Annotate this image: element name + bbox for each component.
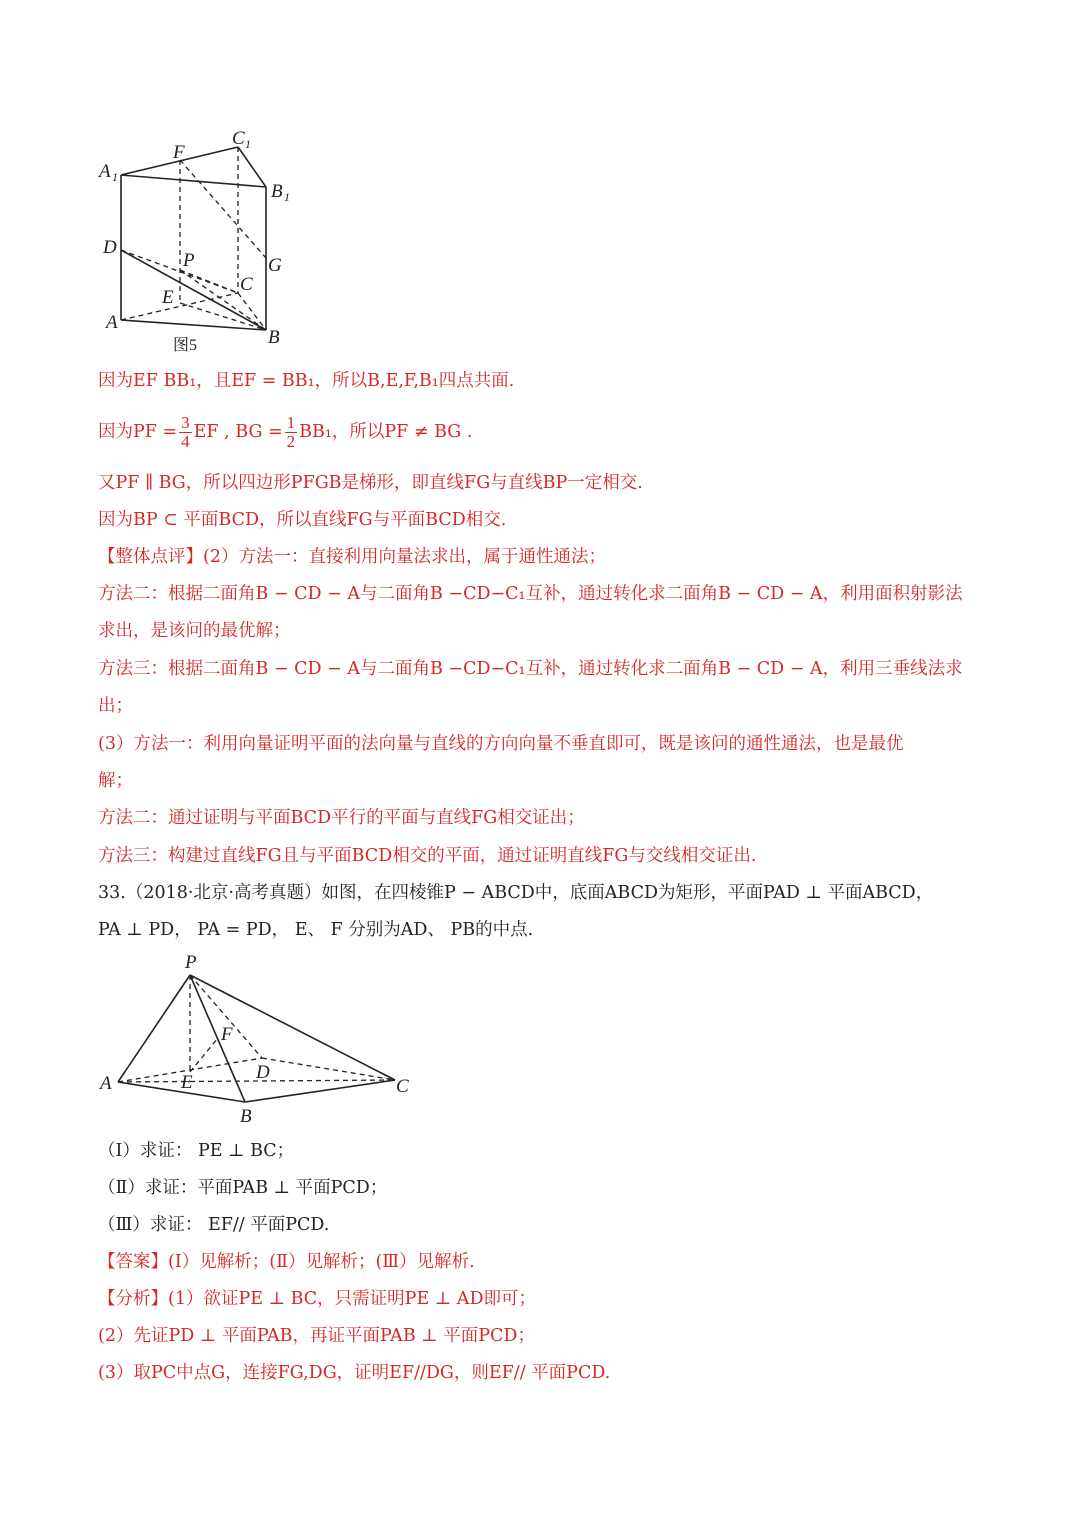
sub-question-3: （Ⅲ）求证： EF// 平面PCD. [98, 1215, 330, 1235]
part3-method-3: 方法三：构建过直线FG且与平面BCD相交的平面，通过证明直线FG与交线相交证出. [98, 846, 757, 866]
label-B1-sub: 1 [284, 190, 290, 204]
label-C1: C [232, 128, 245, 149]
label-G: G [268, 255, 282, 276]
label-C: C [240, 274, 253, 295]
proof-line-2-c: BB₁，所以PF ≠ BG . [299, 422, 473, 442]
label-C1-sub: 1 [245, 137, 251, 151]
label-A1: A [99, 161, 111, 182]
analysis-line-3: (3）取PC中点G，连接FG,DG，证明EF//DG，则EF// 平面PCD. [98, 1363, 611, 1383]
label-F: F [221, 1024, 233, 1045]
label-C: C [396, 1076, 409, 1097]
proof-line-4: 因为BP ⊂ 平面BCD，所以直线FG与平面BCD相交. [98, 510, 507, 530]
proof-line-2-a: 因为PF = [98, 422, 178, 442]
analysis-line-1: 【分析】(1）欲证PE ⊥ BC，只需证明PE ⊥ AD即可； [98, 1289, 536, 1309]
figure-5-caption: 图5 [173, 337, 198, 354]
sub-question-2: （Ⅱ）求证：平面PAB ⊥ 平面PCD； [98, 1178, 388, 1198]
overall-comment-heading: 【整体点评】(2）方法一：直接利用向量法求出，属于通性通法； [98, 547, 606, 567]
label-D: D [103, 237, 117, 258]
label-P: P [185, 952, 197, 973]
sub-question-1: （Ⅰ）求证： PE ⊥ BC； [98, 1141, 295, 1161]
method-2-line-2: 求出，是该问的最优解； [98, 621, 291, 641]
method-3-line-2: 出； [98, 696, 133, 716]
part3-method-1-line-1: (3）方法一：利用向量证明平面的法向量与直线的方向向量不垂直即可，既是该问的通性通法，也是最优 [98, 734, 904, 754]
question-33-line-2: PA ⊥ PD， PA = PD， E、 F 分别为AD、 PB的中点. [98, 920, 534, 940]
proof-line-1: 因为EF BB₁，且EF = BB₁，所以B,E,F,B₁四点共面. [98, 371, 515, 391]
label-B: B [268, 327, 280, 348]
label-A: A [106, 312, 118, 333]
label-A: A [100, 1073, 112, 1094]
label-B1: B [271, 181, 283, 202]
proof-line-2 [98, 408, 998, 458]
label-P: P [183, 250, 195, 271]
part3-method-1-line-2: 解； [98, 771, 133, 791]
method-3-line-1: 方法三：根据二面角B − CD − A与二面角B −CD−C₁互补，通过转化求二面角B − CD − A，利用三垂线法求 [98, 659, 963, 679]
label-B: B [240, 1106, 252, 1127]
label-D: D [256, 1062, 270, 1083]
label-E: E [181, 1072, 193, 1093]
figure-5-prism [95, 125, 305, 360]
proof-line-2-b: EF , BG = [193, 422, 283, 442]
figure-33-pyramid [95, 950, 420, 1130]
answer-line: 【答案】(Ⅰ）见解析；(Ⅱ）见解析；(Ⅲ）见解析. [98, 1252, 475, 1272]
label-E: E [162, 287, 174, 308]
fraction-3-4 [179, 414, 192, 451]
label-A1-sub: 1 [112, 170, 118, 184]
label-F-top: F [173, 142, 185, 163]
fraction-denominator: 4 [181, 432, 190, 451]
question-33-line-1: 33.（2018·北京·高考真题）如图，在四棱锥P − ABCD中，底面ABCD为矩形，平面PAD ⊥ 平面ABCD， [98, 883, 934, 903]
fraction-denominator: 2 [286, 432, 296, 451]
analysis-line-2: (2）先证PD ⊥ 平面PAB，再证平面PAB ⊥ 平面PCD； [98, 1326, 535, 1346]
method-2-line-1: 方法二：根据二面角B − CD − A与二面角B −CD−C₁互补，通过转化求二面角B − CD − A，利用面积射影法 [98, 584, 963, 604]
fraction-numerator: 1 [286, 413, 296, 432]
proof-line-3: 又PF ∥ BG，所以四边形PFGB是梯形，即直线FG与直线BP一定相交. [98, 473, 643, 493]
fraction-1-2 [285, 414, 298, 451]
part3-method-2: 方法二：通过证明与平面BCD平行的平面与直线FG相交证出； [98, 808, 585, 828]
fraction-numerator: 3 [181, 413, 190, 432]
